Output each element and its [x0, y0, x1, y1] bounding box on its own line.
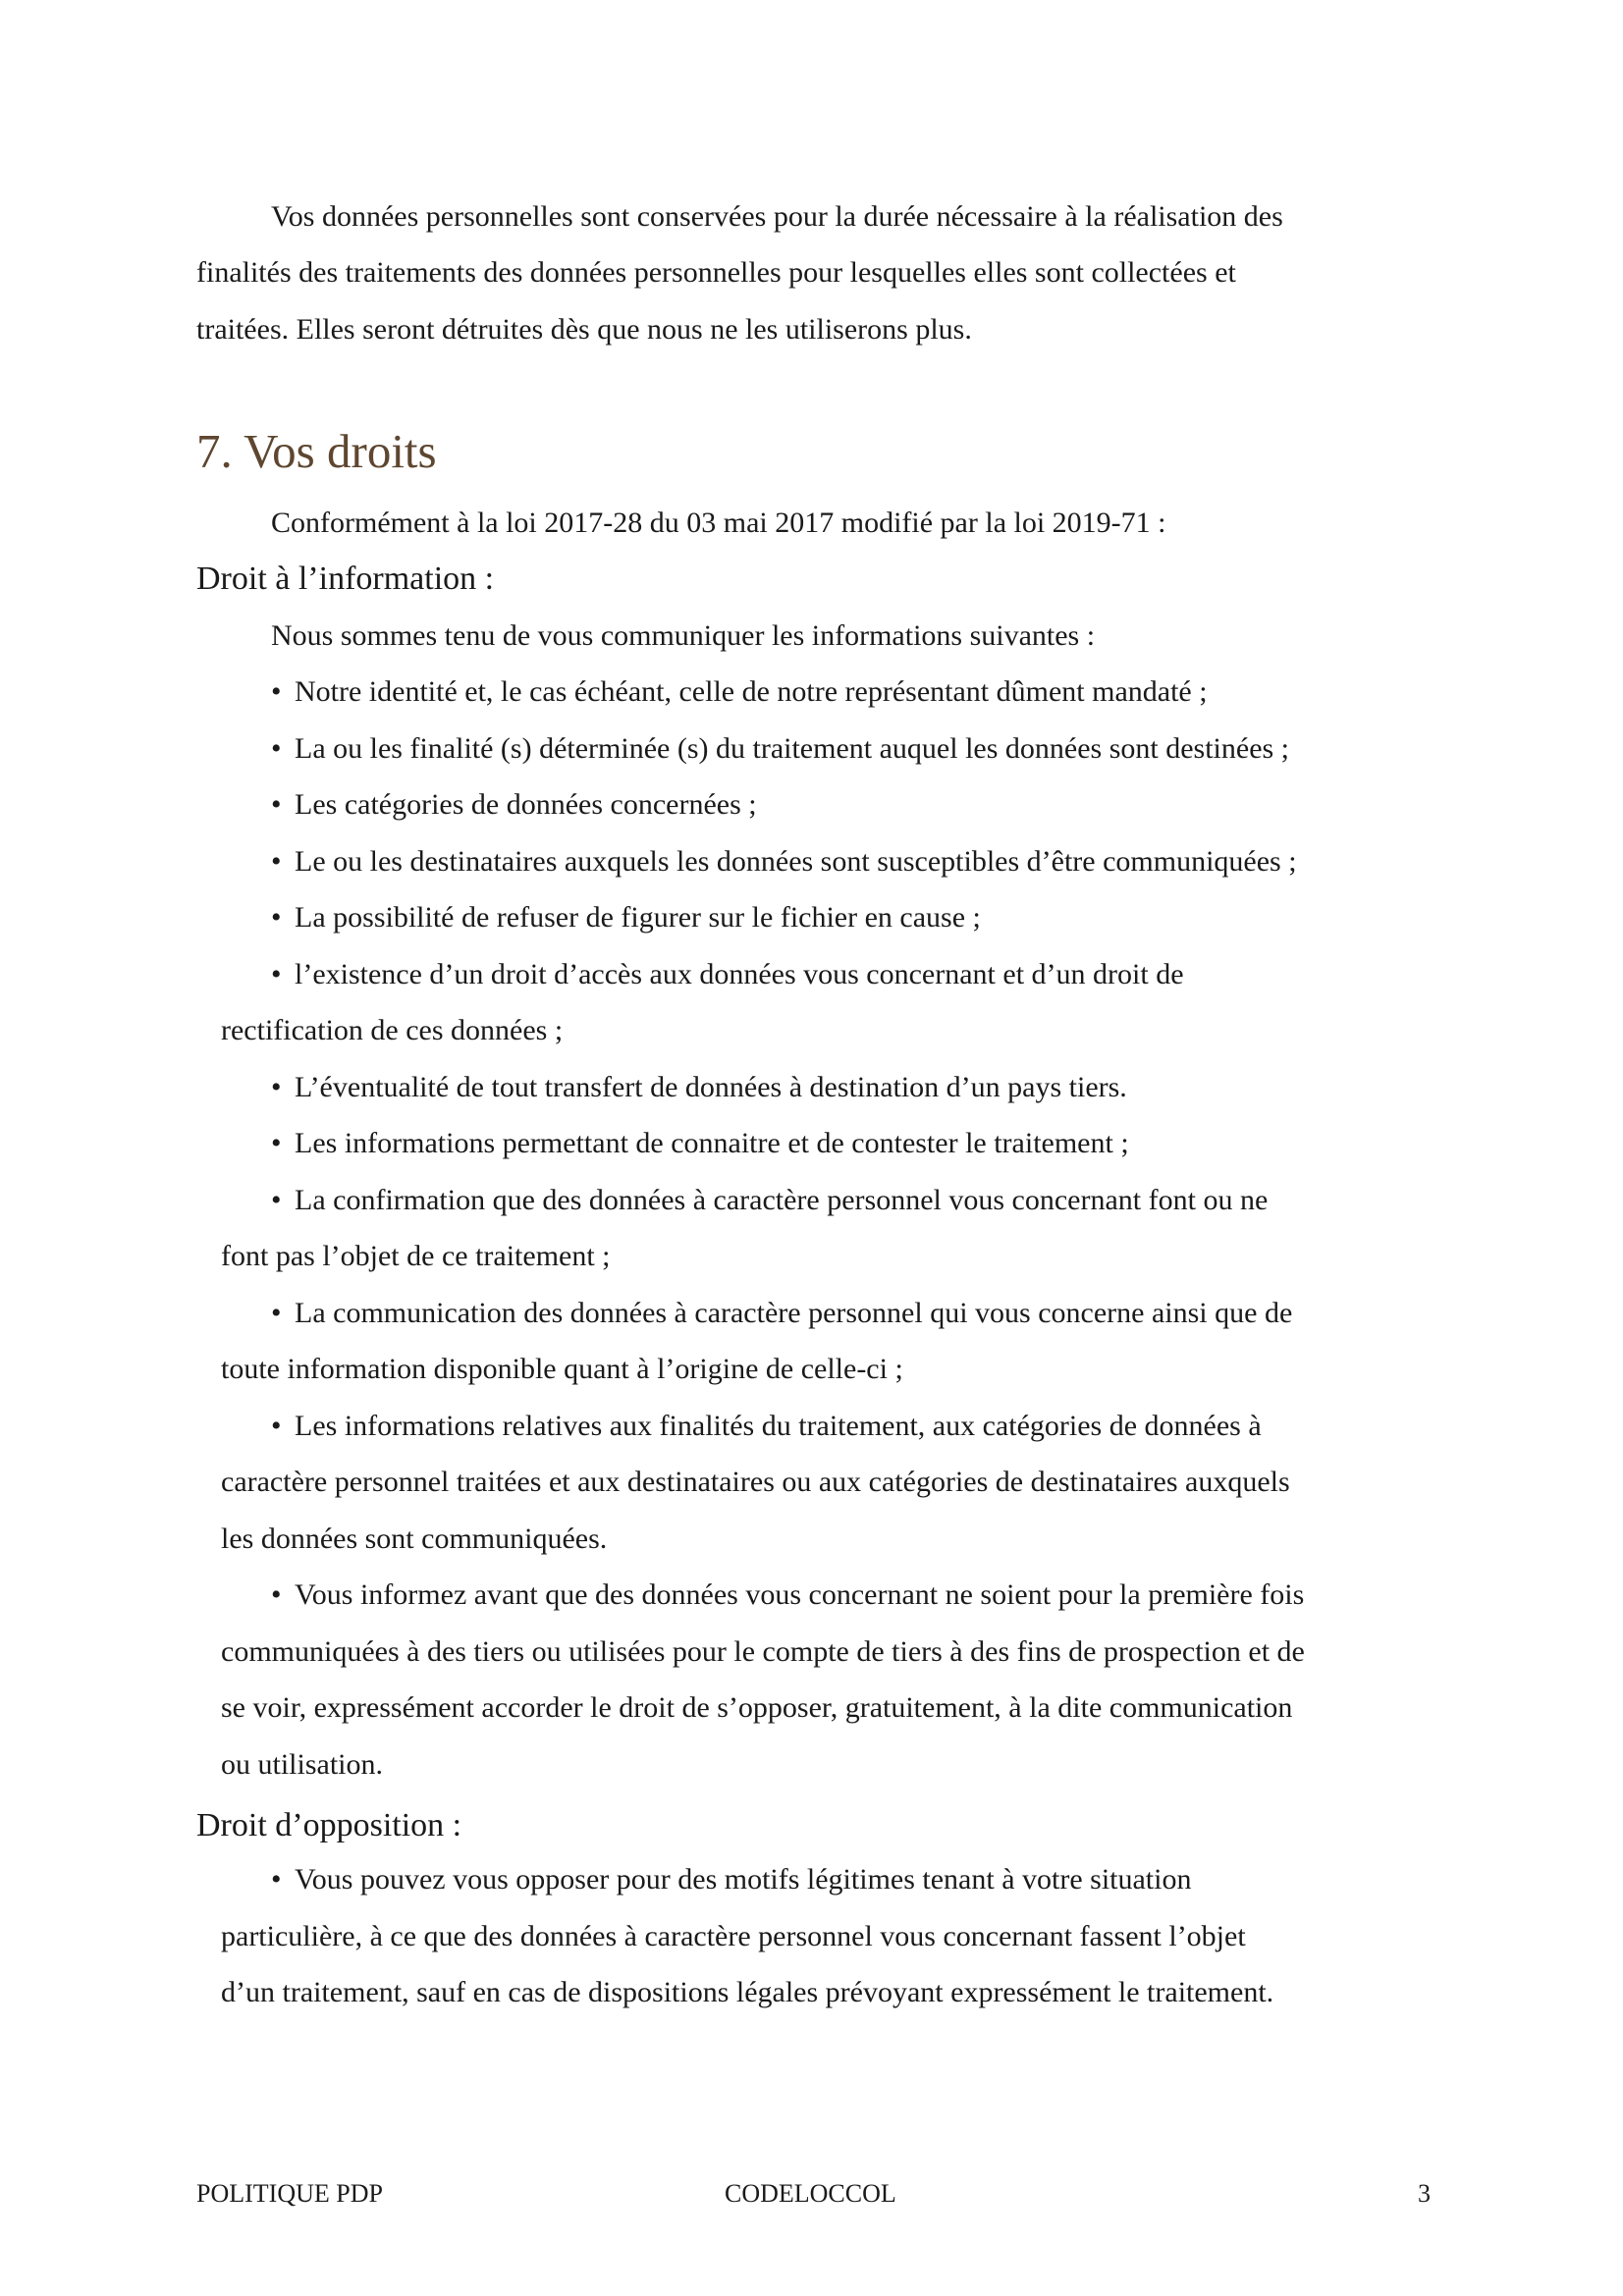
bullet-icon: •	[271, 788, 282, 821]
text-line: traitées. Elles seront détruites dès que nous ne les utiliserons plus.	[196, 313, 972, 346]
bullet-icon: •	[271, 1071, 282, 1103]
bullet-icon: •	[271, 1578, 282, 1611]
list-item-continuation: communiquées à des tiers ou utilisées pour le compte de tiers à des fins de prospection et de	[221, 1635, 1305, 1668]
list-item-continuation: rectification de ces données ;	[221, 1014, 564, 1046]
list-item-continuation: caractère personnel traitées et aux destinataires ou aux catégories de destinataires auxquels	[221, 1466, 1290, 1498]
bullet-icon: •	[271, 1863, 282, 1896]
bullet-icon: •	[271, 1184, 282, 1216]
list-item	[271, 1862, 1191, 1897]
list-item-text: La confirmation que des données à caractère personnel vous concernant font ou ne	[295, 1184, 1269, 1216]
list-item-text: La possibilité de refuser de figurer sur le fichier en cause ;	[295, 901, 981, 934]
section-title: 7. Vos droits	[196, 424, 437, 478]
list-item-text: Les catégories de données concernées ;	[295, 788, 757, 821]
list-item	[271, 674, 1208, 710]
list-item	[271, 1126, 1129, 1161]
list-item-text: L’éventualité de tout transfert de données à destination d’un pays tiers.	[295, 1071, 1127, 1103]
footer-document-title: POLITIQUE PDP	[196, 2179, 383, 2208]
list-item-continuation: les données sont communiquées.	[221, 1522, 608, 1555]
list-item	[271, 957, 1184, 992]
list-item-continuation: se voir, expressément accorder le droit de s’opposer, gratuitement, à la dite communication	[221, 1691, 1293, 1724]
subsection-heading-opposition: Droit d’opposition :	[196, 1807, 462, 1843]
subsection-lead: Nous sommes tenu de vous communiquer les informations suivantes :	[271, 619, 1096, 652]
bullet-icon: •	[271, 1410, 282, 1442]
list-item	[271, 1183, 1268, 1218]
list-item-continuation: d’un traitement, sauf en cas de dispositions légales prévoyant expressément le traitement.	[221, 1976, 1274, 2008]
bullet-icon: •	[271, 675, 282, 708]
list-item	[271, 1296, 1292, 1331]
footer-organization: CODELOCCOL	[725, 2179, 896, 2208]
list-item	[271, 787, 757, 823]
list-item	[271, 1409, 1262, 1444]
list-item	[271, 731, 1289, 767]
bullet-icon: •	[271, 845, 282, 878]
footer-page-number: 3	[1418, 2179, 1431, 2208]
list-item	[271, 900, 981, 935]
bullet-icon: •	[271, 958, 282, 990]
subsection-heading-information: Droit à l’information :	[196, 561, 495, 597]
list-item-text: Les informations relatives aux finalités du traitement, aux catégories de données à	[295, 1410, 1262, 1442]
list-item-continuation: ou utilisation.	[221, 1748, 383, 1781]
bullet-icon: •	[271, 732, 282, 765]
list-item-text: Vous informez avant que des données vous concernant ne soient pour la première fois	[295, 1578, 1305, 1611]
list-item-text: La ou les finalité (s) déterminée (s) du traitement auquel les données sont destinées ;	[295, 732, 1290, 765]
list-item-text: l’existence d’un droit d’accès aux données vous concernant et d’un droit de	[295, 958, 1184, 990]
list-item-continuation: particulière, à ce que des données à caractère personnel vous concernant fassent l’objet	[221, 1920, 1246, 1952]
list-item	[271, 844, 1297, 880]
bullet-icon: •	[271, 901, 282, 934]
list-item-text: Notre identité et, le cas échéant, celle de notre représentant dûment mandaté ;	[295, 675, 1208, 708]
section-intro: Conformément à la loi 2017-28 du 03 mai 2017 modifié par la loi 2019-71 :	[271, 507, 1166, 539]
text-line: finalités des traitements des données personnelles pour lesquelles elles sont collectées et	[196, 256, 1236, 289]
text-line: Vos données personnelles sont conservées pour la durée nécessaire à la réalisation des	[271, 200, 1283, 233]
list-item-text: Le ou les destinataires auxquels les données sont susceptibles d’être communiquées ;	[295, 845, 1297, 878]
list-item-text: Vous pouvez vous opposer pour des motifs légitimes tenant à votre situation	[295, 1863, 1192, 1896]
list-item-text: La communication des données à caractère personnel qui vous concerne ainsi que de	[295, 1297, 1293, 1329]
list-item-continuation: toute information disponible quant à l’origine de celle-ci ;	[221, 1353, 903, 1385]
list-item-text: Les informations permettant de connaitre et de contester le traitement ;	[295, 1127, 1129, 1159]
list-item	[271, 1577, 1304, 1613]
list-item-continuation: font pas l’objet de ce traitement ;	[221, 1240, 611, 1272]
bullet-icon: •	[271, 1297, 282, 1329]
bullet-icon: •	[271, 1127, 282, 1159]
list-item	[271, 1070, 1127, 1105]
